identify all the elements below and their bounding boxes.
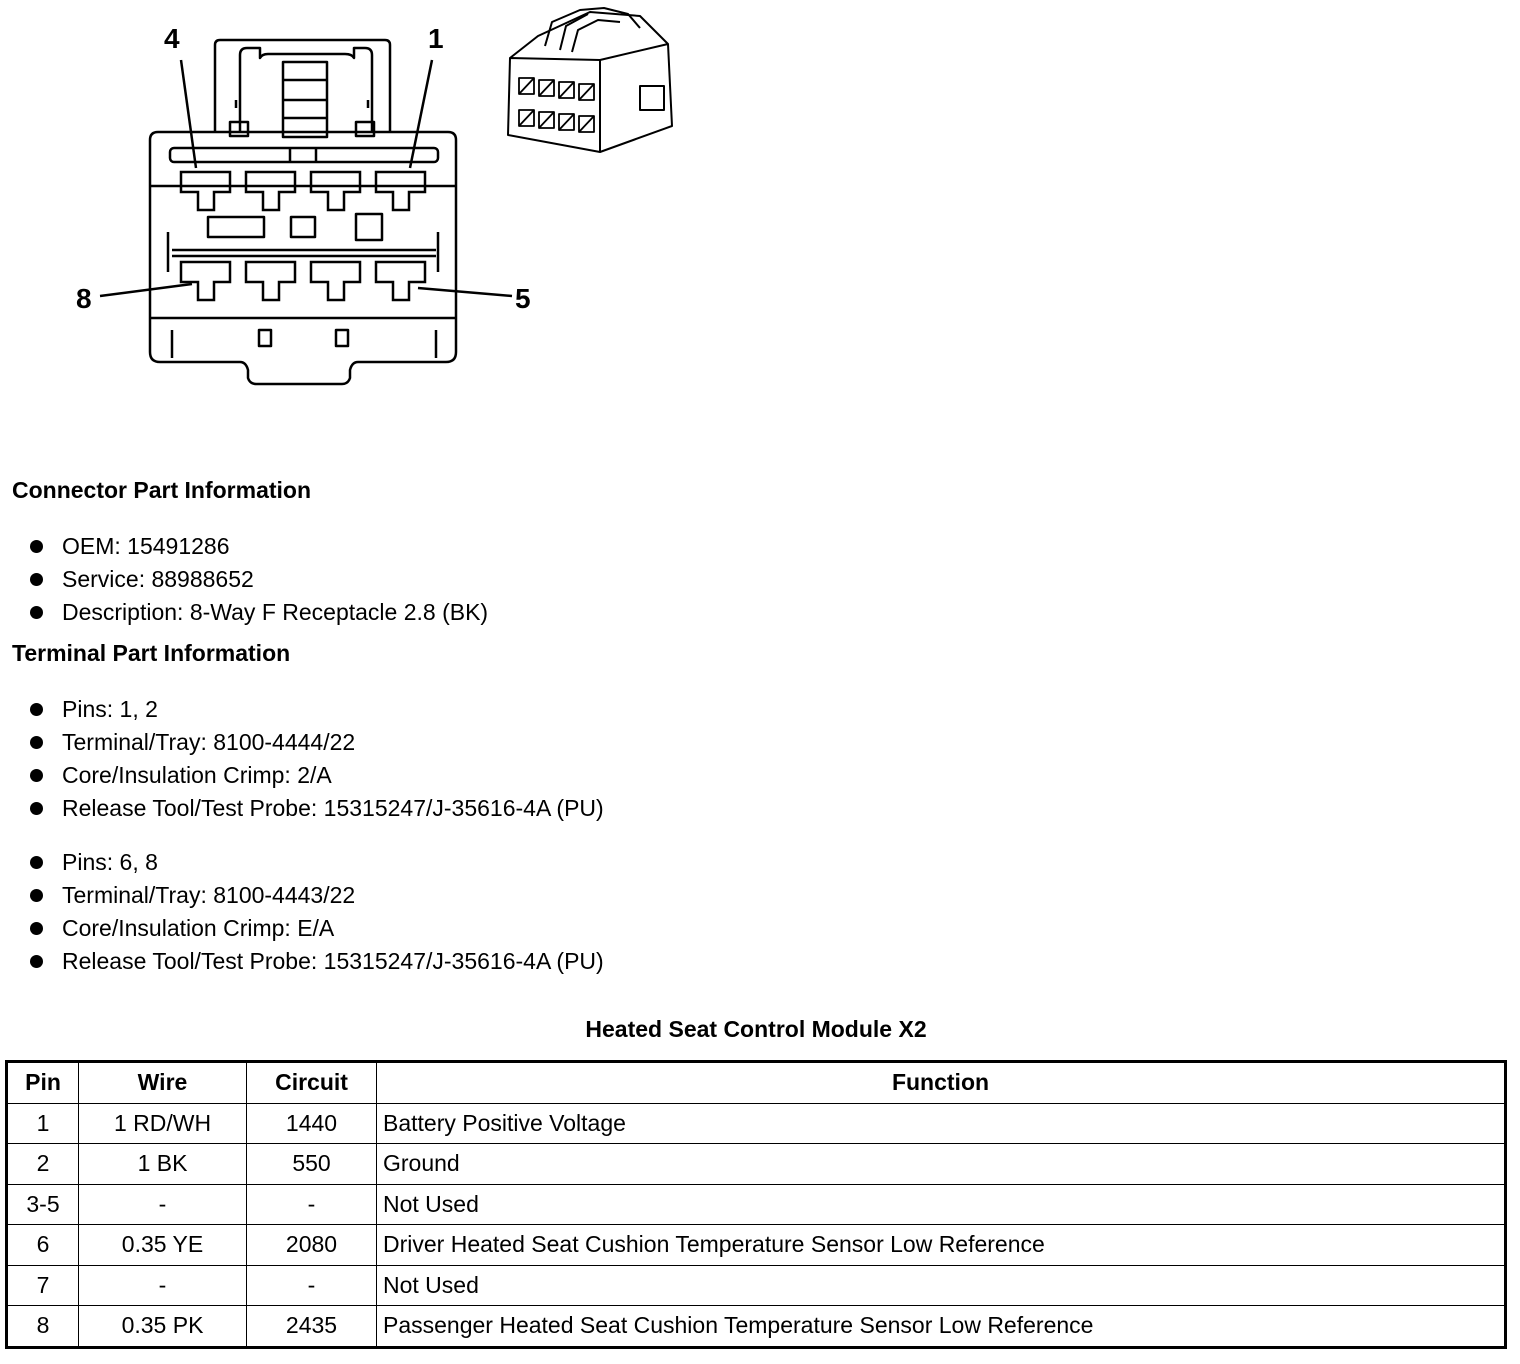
connector-iso-view	[508, 8, 672, 152]
list-item: Service: 88988652	[28, 563, 488, 596]
table-row	[7, 1144, 1506, 1185]
bullet-icon	[30, 802, 43, 815]
header-circuit: Circuit	[247, 1062, 377, 1104]
cell-function: Not Used	[377, 1184, 1506, 1225]
cell-function: Driver Heated Seat Cushion Temperature Sensor Low Reference	[377, 1225, 1506, 1266]
bullet-icon	[30, 889, 43, 902]
table-row	[7, 1225, 1506, 1266]
bullet-icon	[30, 540, 43, 553]
cell-pin: 1	[7, 1103, 79, 1144]
bullet-icon	[30, 769, 43, 782]
cell-wire: -	[79, 1265, 247, 1306]
cell-circuit: 550	[247, 1144, 377, 1185]
header-pin: Pin	[7, 1062, 79, 1104]
cell-circuit: 2435	[247, 1306, 377, 1348]
list-item: Pins: 1, 2	[28, 693, 604, 726]
cell-circuit: -	[247, 1265, 377, 1306]
cell-pin: 7	[7, 1265, 79, 1306]
list-item: Pins: 6, 8	[28, 846, 604, 879]
pin-callout-4: 4	[164, 23, 180, 54]
table-header-row	[7, 1062, 1506, 1104]
cell-pin: 6	[7, 1225, 79, 1266]
list-item: OEM: 15491286	[28, 530, 488, 563]
terminal-part-list-1	[28, 693, 604, 825]
cell-function: Passenger Heated Seat Cushion Temperature Sensor Low Reference	[377, 1306, 1506, 1348]
pinout-table	[5, 1060, 1507, 1349]
cell-function: Not Used	[377, 1265, 1506, 1306]
terminal-part-list-2	[28, 846, 604, 978]
cell-wire: 1 RD/WH	[79, 1103, 247, 1144]
cell-function: Ground	[377, 1144, 1506, 1185]
header-function: Function	[377, 1062, 1506, 1104]
bullet-icon	[30, 856, 43, 869]
cell-function: Battery Positive Voltage	[377, 1103, 1506, 1144]
bullet-icon	[30, 736, 43, 749]
cell-wire: 0.35 YE	[79, 1225, 247, 1266]
cell-wire: 1 BK	[79, 1144, 247, 1185]
cell-circuit: -	[247, 1184, 377, 1225]
connector-part-info-title: Connector Part Information	[12, 477, 312, 503]
cell-pin: 2	[7, 1144, 79, 1185]
table-title: Heated Seat Control Module X2	[585, 1016, 927, 1042]
terminal-part-info-title: Terminal Part Information	[12, 640, 291, 666]
bullet-icon	[30, 573, 43, 586]
cell-circuit: 1440	[247, 1103, 377, 1144]
bullet-icon	[30, 703, 43, 716]
table-row	[7, 1265, 1506, 1306]
list-item: Terminal/Tray: 8100-4444/22	[28, 726, 604, 759]
bullet-icon	[30, 922, 43, 935]
bullet-icon	[30, 606, 43, 619]
list-item: Core/Insulation Crimp: E/A	[28, 912, 604, 945]
cell-wire: 0.35 PK	[79, 1306, 247, 1348]
list-item: Release Tool/Test Probe: 15315247/J-35616-4A (PU)	[28, 945, 604, 978]
bullet-icon	[30, 955, 43, 968]
table-row	[7, 1184, 1506, 1225]
list-item: Description: 8-Way F Receptacle 2.8 (BK)	[28, 596, 488, 629]
cell-circuit: 2080	[247, 1225, 377, 1266]
pin-callout-5: 5	[515, 283, 531, 314]
cell-pin: 3-5	[7, 1184, 79, 1225]
list-item: Release Tool/Test Probe: 15315247/J-35616-4A (PU)	[28, 792, 604, 825]
list-item: Terminal/Tray: 8100-4443/22	[28, 879, 604, 912]
pin-callout-8: 8	[76, 283, 92, 314]
pin-callout-1: 1	[428, 23, 444, 54]
header-wire: Wire	[79, 1062, 247, 1104]
list-item: Core/Insulation Crimp: 2/A	[28, 759, 604, 792]
table-row	[7, 1306, 1506, 1348]
table-row	[7, 1103, 1506, 1144]
cell-wire: -	[79, 1184, 247, 1225]
connector-part-list	[28, 530, 488, 629]
connector-diagram	[0, 0, 700, 420]
cell-pin: 8	[7, 1306, 79, 1348]
